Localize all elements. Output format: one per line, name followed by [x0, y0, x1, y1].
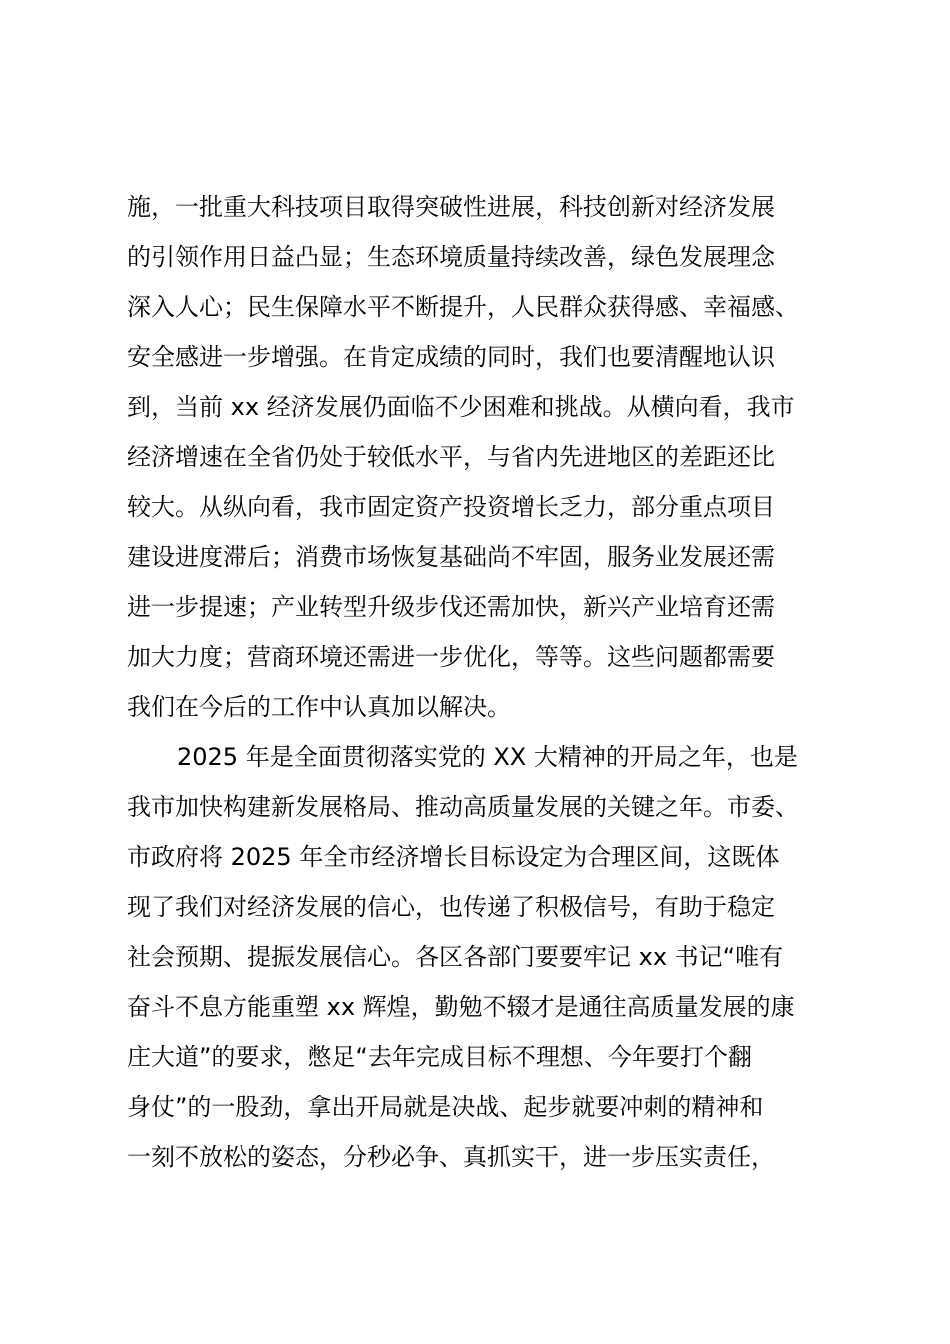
text-line: 建设进度滞后；消费市场恢复基础尚不牢固，服务业发展还需 [127, 543, 775, 571]
paragraph-2 [127, 732, 837, 1182]
text-line: 我们在今后的工作中认真加以解决。 [127, 693, 511, 721]
text-line: 进一步提速；产业转型升级步伐还需加快，新兴产业培育还需 [127, 593, 775, 621]
text-line: 奋斗不息方能重塑 xx 辉煌，勤勉不辍才是通往高质量发展的康 [127, 993, 795, 1021]
paragraph-1 [127, 182, 837, 732]
body-text [127, 182, 837, 1182]
text-line: 安全感进一步增强。在肯定成绩的同时，我们也要清醒地认识 [127, 343, 775, 371]
text-line: 市政府将 2025 年全市经济增长目标设定为合理区间，这既体 [127, 843, 780, 871]
text-line: 较大。从纵向看，我市固定资产投资增长乏力，部分重点项目 [127, 493, 775, 521]
text-line: 我市加快构建新发展格局、推动高质量发展的关键之年。市委、 [127, 793, 799, 821]
text-line: 加大力度；营商环境还需进一步优化，等等。这些问题都需要 [127, 643, 775, 671]
text-line: 施，一批重大科技项目取得突破性进展，科技创新对经济发展 [127, 193, 775, 221]
text-line: 一刻不放松的姿态，分秒必争、真抓实干，进一步压实责任， [127, 1143, 775, 1171]
text-line: 社会预期、提振发展信心。各区各部门要要牢记 xx 书记“唯有 [127, 943, 784, 971]
text-line: 现了我们对经济发展的信心，也传递了积极信号，有助于稳定 [127, 893, 775, 921]
text-line: 身仗”的一股劲，拿出开局就是决战、起步就要冲刺的精神和 [127, 1093, 764, 1121]
text-line: 深入人心；民生保障水平不断提升，人民群众获得感、幸福感、 [127, 293, 799, 321]
text-line: 到，当前 xx 经济发展仍面临不少困难和挑战。从横向看，我市 [127, 393, 795, 421]
text-line: 2025 年是全面贯彻落实党的 XX 大精神的开局之年，也是 [177, 743, 798, 771]
text-line: 的引领作用日益凸显；生态环境质量持续改善，绿色发展理念 [127, 243, 775, 271]
text-line: 经济增速在全省仍处于较低水平，与省内先进地区的差距还比 [127, 443, 775, 471]
text-line: 庄大道”的要求，憋足“去年完成目标不理想、今年要打个翻 [127, 1043, 752, 1071]
